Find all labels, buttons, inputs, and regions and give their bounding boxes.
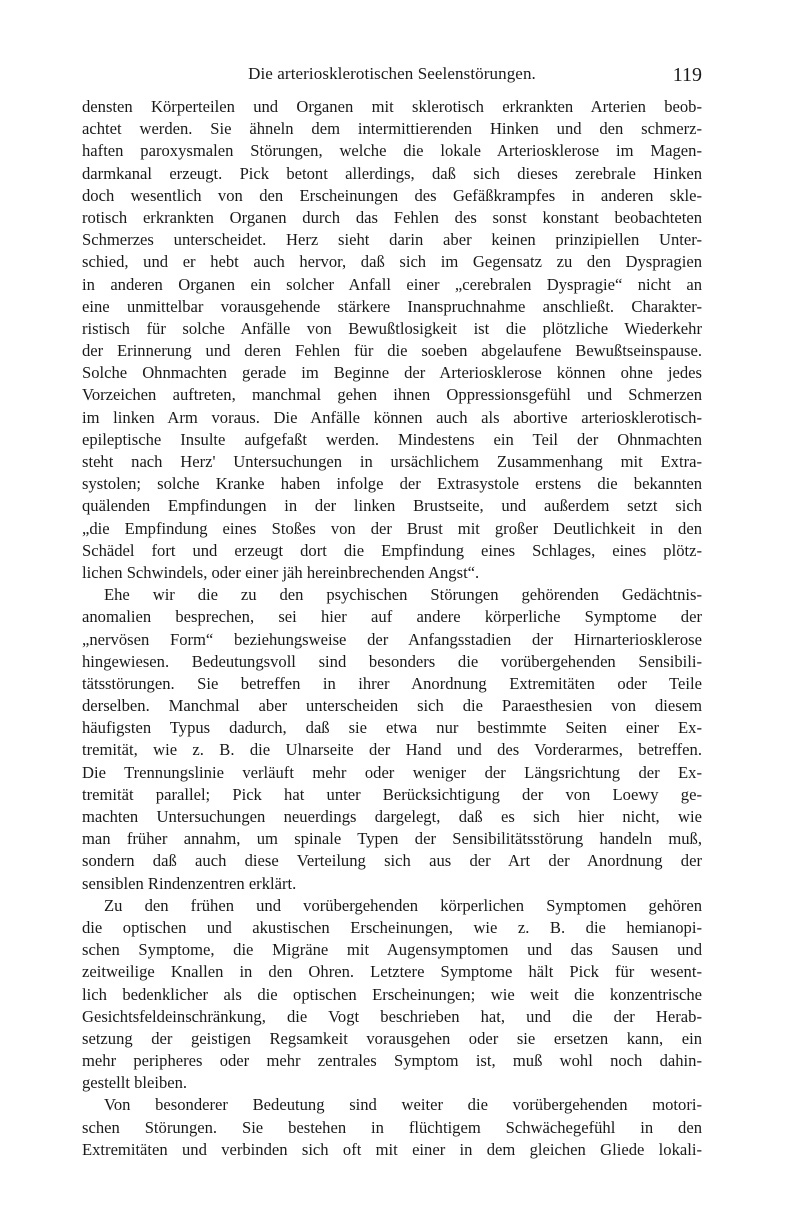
text-line: eine unmittelbar vorausgehende stärkere Inanspruchnahme anschließt. Charakter- bbox=[82, 296, 702, 316]
text-line: tremität, wie z. B. die Ulnarseite der Hand und des Vorderarmes, betreffen. bbox=[82, 740, 702, 760]
text-line: Solche Ohnmachten gerade im Beginne der Arteriosklerose können ohne jedes bbox=[82, 363, 702, 383]
text-line: quälenden Empfindungen in der linken Brustseite, und außerdem setzt sich bbox=[82, 496, 702, 516]
text-line: doch wesentlich von den Erscheinungen des Gefäßkrampfes in anderen skle- bbox=[82, 185, 702, 205]
text-line: machten Untersuchungen neuerdings dargelegt, daß es sich hier nicht, wie bbox=[82, 807, 702, 826]
text-line: „nervösen Form“ beziehungsweise der Anfangsstadien der Hirnarteriosklerose bbox=[82, 629, 702, 649]
text-line: tremität parallel; Pick hat unter Berücksichtigung der von Loewy ge- bbox=[82, 784, 702, 804]
text-line: sondern daß auch diese Verteilung sich aus der Art der Anordnung der bbox=[82, 851, 702, 871]
text-line: setzung der geistigen Regsamkeit vorausgehen oder sie ersetzen kann, ein bbox=[82, 1028, 702, 1048]
text-line: in anderen Organen ein solcher Anfall einer „cerebralen Dyspragie“ nicht an bbox=[82, 274, 702, 294]
text-line: haften paroxysmalen Störungen, welche die lokale Arteriosklerose im Magen- bbox=[82, 141, 702, 161]
text-line: derselben. Manchmal aber unterscheiden sich die Paraesthesien von diesem bbox=[82, 696, 702, 716]
text-line: Zu den frühen und vorübergehenden körperlichen Symptomen gehören bbox=[104, 895, 702, 915]
text-line: der Erinnerung und deren Fehlen für die soeben abgelaufene Bewußtseinspause. bbox=[82, 341, 702, 361]
text-line: Vorzeichen auftreten, manchmal gehen ihnen Oppressionsgefühl und Schmerzen bbox=[82, 385, 702, 405]
text-line: mehr peripheres oder mehr zentrales Symptom ist, muß wohl noch dahin- bbox=[82, 1051, 702, 1071]
text-line: lichen Schwindels, oder einer jäh hereinbrechenden Angst“. bbox=[82, 562, 480, 582]
text-line: Die Trennungslinie verläuft mehr oder weniger der Längsrichtung der Ex- bbox=[82, 762, 702, 782]
running-title: Die arteriosklerotischen Seelenstörungen. bbox=[248, 64, 536, 83]
text-line: anomalien besprechen, sei hier auf andere körperliche Symptome der bbox=[82, 607, 702, 627]
page-number: 119 bbox=[672, 64, 702, 86]
text-line: Ehe wir die zu den psychischen Störungen gehörenden Gedächtnis- bbox=[104, 585, 702, 605]
text-line: man früher annahm, um spinale Typen der Sensibilitätsstörung handeln muß, bbox=[82, 829, 702, 849]
text-line: Von besonderer Bedeutung sind weiter die vorübergehenden motori- bbox=[104, 1095, 702, 1115]
page-header bbox=[82, 64, 702, 90]
text-line: tätsstörungen. Sie betreffen in ihrer Anordnung Extremitäten oder Teile bbox=[82, 673, 702, 693]
text-line: Gesichtsfeldeinschränkung, die Vogt beschrieben hat, und die der Herab- bbox=[82, 1006, 702, 1026]
text-line: die optischen und akustischen Erscheinungen, wie z. B. die hemianopi- bbox=[82, 917, 702, 937]
text-line: gestellt bleiben. bbox=[82, 1073, 188, 1093]
text-line: steht nach Herz' Untersuchungen in ursächlichem Zusammenhang mit Extra- bbox=[82, 452, 702, 471]
text-line: ristisch für solche Anfälle von Bewußtlosigkeit ist die plötzliche Wiederkehr bbox=[82, 318, 702, 338]
text-line: systolen; solche Kranke haben infolge der Extrasystole erstens die bekannten bbox=[82, 474, 702, 494]
text-line: schen Symptome, die Migräne mit Augensymptomen und das Sausen und bbox=[82, 940, 702, 960]
text-line: Extremitäten und verbinden sich oft mit einer in dem gleichen Gliede lokali- bbox=[82, 1139, 702, 1159]
text-line: achtet werden. Sie ähneln dem intermittierenden Hinken und den schmerz- bbox=[82, 119, 702, 139]
text-line: darmkanal erzeugt. Pick betont allerdings, daß sich dieses zerebrale Hinken bbox=[82, 163, 702, 183]
text-line: schied, und er hebt auch hervor, daß sich im Gegensatz zu den Dyspragien bbox=[82, 252, 702, 272]
text-line: häufigsten Typus dadurch, daß sie etwa nur bestimmte Seiten einer Ex- bbox=[82, 718, 702, 738]
text-line: hingewiesen. Bedeutungsvoll sind besonders die vorübergehenden Sensibili- bbox=[82, 651, 702, 671]
text-line: zeitweilige Knallen in den Ohren. Letztere Symptome hält Pick für wesent- bbox=[82, 962, 702, 982]
text-line: im linken Arm voraus. Die Anfälle können auch als abortive arteriosklerotisch- bbox=[82, 407, 702, 427]
text-line: schen Störungen. Sie bestehen in flüchtigem Schwächegefühl in den bbox=[82, 1117, 702, 1137]
text-line: rotisch erkrankten Organen durch das Fehlen des sonst konstant beobachteten bbox=[82, 207, 702, 227]
text-line: lich bedenklicher als die optischen Erscheinungen; wie weit die konzentrische bbox=[82, 984, 702, 1004]
text-line: Schmerzes unterscheidet. Herz sieht darin aber keinen prinzipiellen Unter- bbox=[82, 230, 702, 250]
text-line: Schädel fort und erzeugt dort die Empfindung eines Schlages, eines plötz- bbox=[82, 540, 702, 560]
text-line: „die Empfindung eines Stoßes von der Brust mit großer Deutlichkeit in den bbox=[82, 518, 702, 538]
text-line: sensiblen Rindenzentren erklärt. bbox=[82, 873, 297, 893]
text-line: epileptische Insulte aufgefaßt werden. Mindestens ein Teil der Ohnmachten bbox=[82, 429, 702, 449]
text-line: densten Körperteilen und Organen mit sklerotisch erkrankten Arterien beob- bbox=[82, 97, 702, 116]
body-text bbox=[82, 96, 702, 1161]
